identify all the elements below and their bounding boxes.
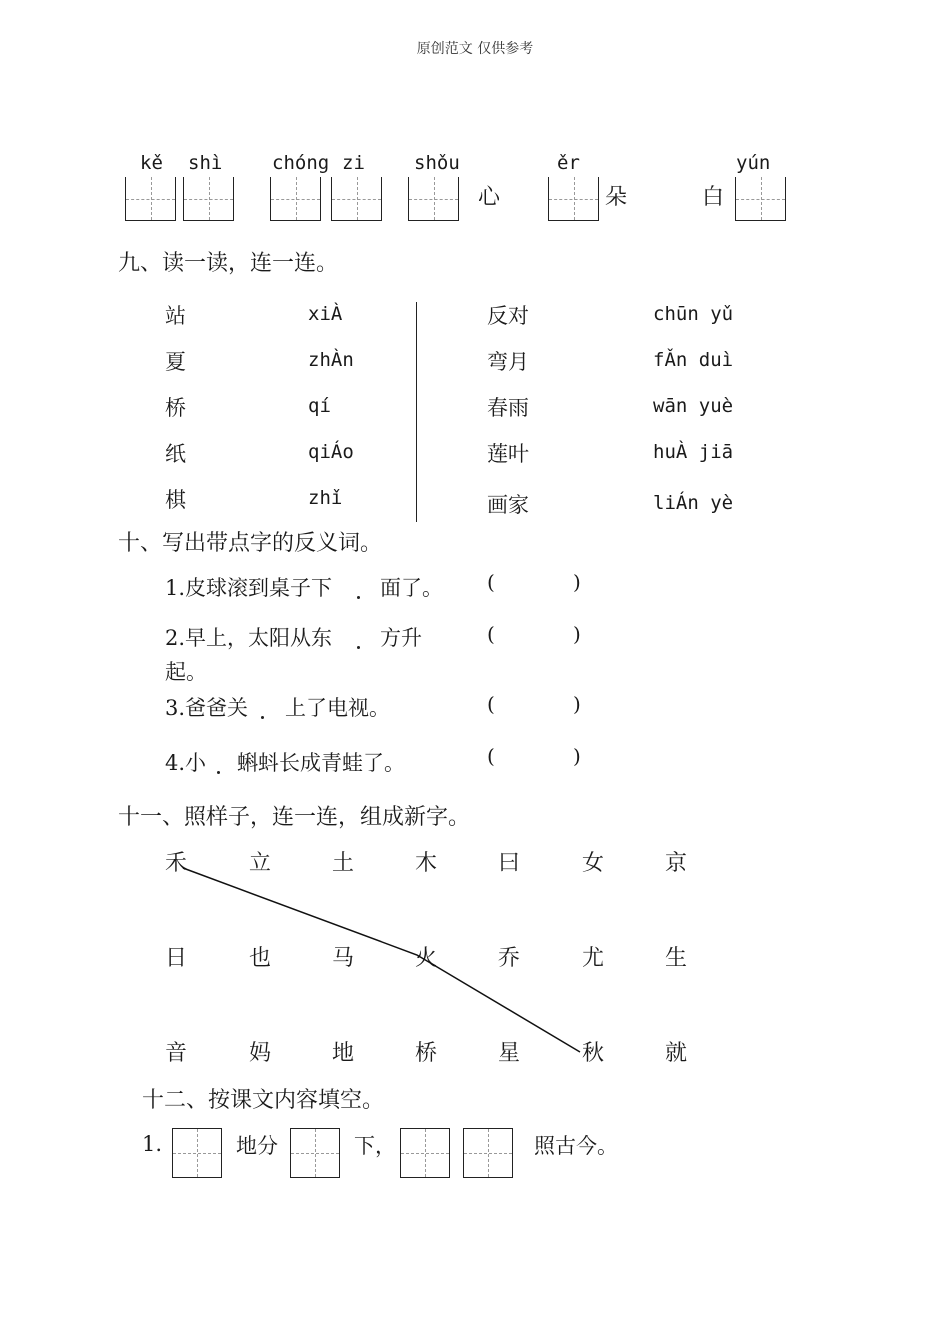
- fill-text: 地分: [236, 1134, 278, 1158]
- pinyin: shì: [188, 152, 223, 174]
- section-10-title: 十、写出带点字的反义词。: [118, 531, 383, 556]
- char-cell: 秋: [582, 1041, 605, 1066]
- char-cell: 曰: [498, 851, 521, 876]
- item-text: 方升: [380, 626, 422, 650]
- char-cell: 乔: [498, 946, 521, 971]
- char-cell: 土: [332, 851, 355, 876]
- pinyin: chóng: [272, 152, 330, 174]
- item-text: 上了电视。: [285, 696, 390, 720]
- item-text: 2.早上，太阳从东: [165, 626, 333, 650]
- right-word: 弯月: [487, 350, 529, 374]
- char-cell: 木: [415, 851, 438, 876]
- fill-text: 照古今。: [534, 1134, 618, 1158]
- char-cell: 禾: [165, 851, 188, 876]
- char-cell: 就: [665, 1041, 688, 1066]
- pinyin: ěr: [557, 152, 580, 174]
- writing-box[interactable]: [172, 1128, 222, 1178]
- item-text: 面了。: [380, 576, 443, 600]
- section-11-title: 十一、照样子，连一连，组成新字。: [118, 805, 471, 830]
- right-pinyin: wān yuè: [653, 395, 734, 417]
- left-pinyin: zhÀn: [308, 349, 354, 371]
- left-pinyin: qiÁo: [308, 441, 354, 463]
- char-cell: 桥: [415, 1041, 438, 1066]
- answer-paren-open[interactable]: (: [487, 692, 495, 716]
- right-word: 画家: [487, 493, 529, 517]
- pinyin: kě: [140, 152, 163, 174]
- right-pinyin: huÀ jiā: [653, 441, 734, 463]
- right-word: 反对: [487, 304, 529, 328]
- pinyin: zi: [342, 152, 365, 174]
- item-text: 蝌蚪长成青蛙了。: [237, 751, 405, 775]
- char-cell: 立: [249, 851, 272, 876]
- left-char: 纸: [165, 442, 186, 466]
- left-pinyin: xiÀ: [308, 303, 343, 325]
- fill-text: 下，: [354, 1134, 396, 1158]
- answer-paren-close: ): [573, 570, 581, 594]
- writing-box[interactable]: [463, 1128, 513, 1178]
- answer-paren-open[interactable]: (: [487, 744, 495, 768]
- given-char: 白: [702, 185, 725, 210]
- char-cell: 妈: [249, 1041, 272, 1066]
- page-header: 原创范文 仅供参考: [416, 41, 534, 57]
- given-char: 心: [478, 185, 501, 210]
- left-char: 站: [165, 304, 186, 328]
- left-pinyin: qí: [308, 395, 331, 417]
- right-word: 春雨: [487, 396, 529, 420]
- answer-paren-open[interactable]: (: [487, 570, 495, 594]
- pinyin: shǒu: [414, 152, 460, 174]
- right-pinyin: fǍn duì: [653, 349, 734, 371]
- char-cell: 尤: [582, 946, 605, 971]
- char-cell: 火: [415, 946, 438, 971]
- section-9-title: 九、读一读，连一连。: [118, 251, 339, 276]
- char-cell: 女: [582, 851, 605, 876]
- char-cell: 日: [165, 946, 188, 971]
- left-char: 桥: [165, 396, 186, 420]
- pinyin: yún: [736, 152, 771, 174]
- char-cell: 京: [665, 851, 688, 876]
- right-pinyin: liÁn yè: [653, 492, 734, 514]
- char-cell: 星: [498, 1041, 521, 1066]
- char-cell: 地: [332, 1041, 355, 1066]
- writing-box[interactable]: [290, 1128, 340, 1178]
- item-text: 4.小: [165, 751, 207, 775]
- char-cell: 也: [249, 946, 272, 971]
- answer-paren-close: ): [573, 622, 581, 646]
- item-text: 1.皮球滚到桌子下: [165, 576, 333, 600]
- answer-paren-close: ): [573, 692, 581, 716]
- left-char: 棋: [165, 488, 186, 512]
- left-pinyin: zhǐ: [308, 487, 343, 509]
- right-pinyin: chūn yǔ: [653, 303, 734, 325]
- char-cell: 音: [165, 1041, 188, 1066]
- answer-paren-open[interactable]: (: [487, 622, 495, 646]
- item-text: 3.爸爸关: [165, 696, 249, 720]
- section-12-title: 十二、按课文内容填空。: [142, 1088, 385, 1113]
- char-cell: 生: [665, 946, 688, 971]
- given-char: 朵: [605, 185, 628, 210]
- item-text: 起。: [165, 660, 207, 684]
- right-word: 莲叶: [487, 442, 529, 466]
- left-char: 夏: [165, 350, 186, 374]
- answer-paren-close: ): [573, 744, 581, 768]
- char-cell: 马: [332, 946, 355, 971]
- writing-box[interactable]: [400, 1128, 450, 1178]
- item-number: 1.: [142, 1132, 163, 1156]
